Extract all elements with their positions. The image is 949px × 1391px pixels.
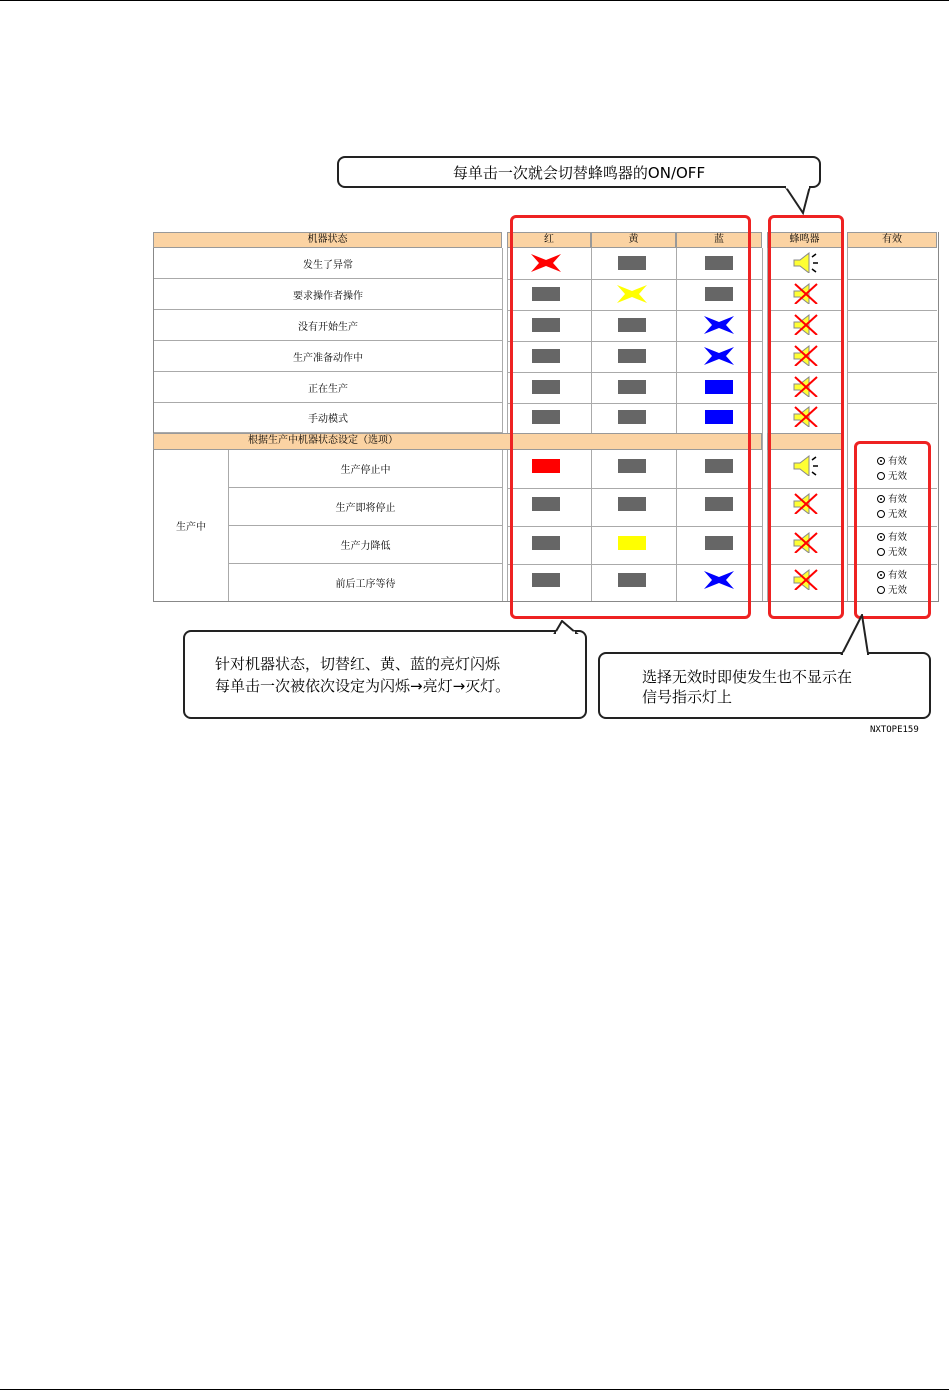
valid-callout	[598, 652, 931, 719]
row-separator	[847, 279, 937, 280]
row-label-not-started: 没有开始生产	[154, 310, 502, 341]
header-valid: 有效	[847, 232, 937, 248]
buzzer-callout-tail	[785, 186, 815, 216]
row-separator	[847, 403, 937, 404]
radio-invalid-label: 无效	[888, 547, 908, 558]
col-sep	[762, 248, 763, 601]
lamp-columns-highlight	[510, 215, 751, 619]
lamp-callout-line1: 针对机器状态，切替红、黄、蓝的亮灯闪烁	[215, 655, 501, 673]
bottom-rule	[0, 1389, 949, 1390]
opt-label-stopping: 生产停止中	[229, 450, 502, 488]
lamp-callout-tail	[540, 620, 580, 634]
header-blue: 蓝	[676, 232, 762, 248]
col-sep	[502, 248, 503, 601]
row-label-producing: 正在生产	[154, 372, 502, 403]
buzzer-column-highlight	[768, 215, 844, 619]
opt-label-waiting: 前后工序等待	[335, 579, 396, 590]
lamp-callout	[183, 630, 587, 719]
header-buzzer: 蜂鸣器	[767, 232, 842, 248]
radio-invalid-label: 无效	[888, 471, 908, 482]
lamp-callout-line2: 每单击一次被依次设定为闪烁→亮灯→灭灯。	[215, 677, 511, 695]
radio-valid-label: 有效	[888, 570, 908, 581]
row-label-operator: 要求操作者操作	[154, 279, 502, 310]
radio-valid-label: 有效	[888, 532, 908, 543]
radio-valid-label: 有效	[888, 494, 908, 505]
valid-column-highlight	[854, 441, 931, 619]
row-separator	[847, 372, 937, 373]
header-yellow: 黄	[591, 232, 676, 248]
row-separator	[847, 341, 937, 342]
buzzer-callout	[337, 156, 821, 188]
header-state: 机器状态	[153, 232, 502, 248]
valid-callout-tail	[838, 614, 878, 656]
radio-valid-label: 有效	[888, 456, 908, 467]
opt-label-about-to-stop: 生产即将停止	[229, 488, 502, 526]
header-red: 红	[507, 232, 591, 248]
opt-label-reduced: 生产力降低	[229, 526, 502, 564]
option-header: 根据生产中机器状态设定（选项）	[153, 433, 762, 450]
radio-invalid-label: 无效	[888, 585, 908, 596]
row-separator	[847, 310, 937, 311]
top-rule	[0, 0, 949, 1]
group-label-producing: 生产中	[176, 522, 206, 533]
valid-callout-line1: 选择无效时即使发生也不显示在	[642, 668, 853, 686]
col-sep	[507, 248, 508, 601]
row-label-error: 发生了异常	[154, 248, 502, 279]
row-label-preparing: 生产准备动作中	[154, 341, 502, 372]
col-sep	[847, 248, 848, 601]
valid-callout-line2: 信号指示灯上	[642, 688, 733, 706]
buzzer-callout-text: 每单击一次就会切替蜂鸣器的ON/OFF	[452, 164, 706, 182]
figure-code: NXTOPE159	[870, 725, 919, 735]
radio-invalid-label: 无效	[888, 509, 908, 520]
row-label-manual: 手动模式	[154, 403, 502, 433]
